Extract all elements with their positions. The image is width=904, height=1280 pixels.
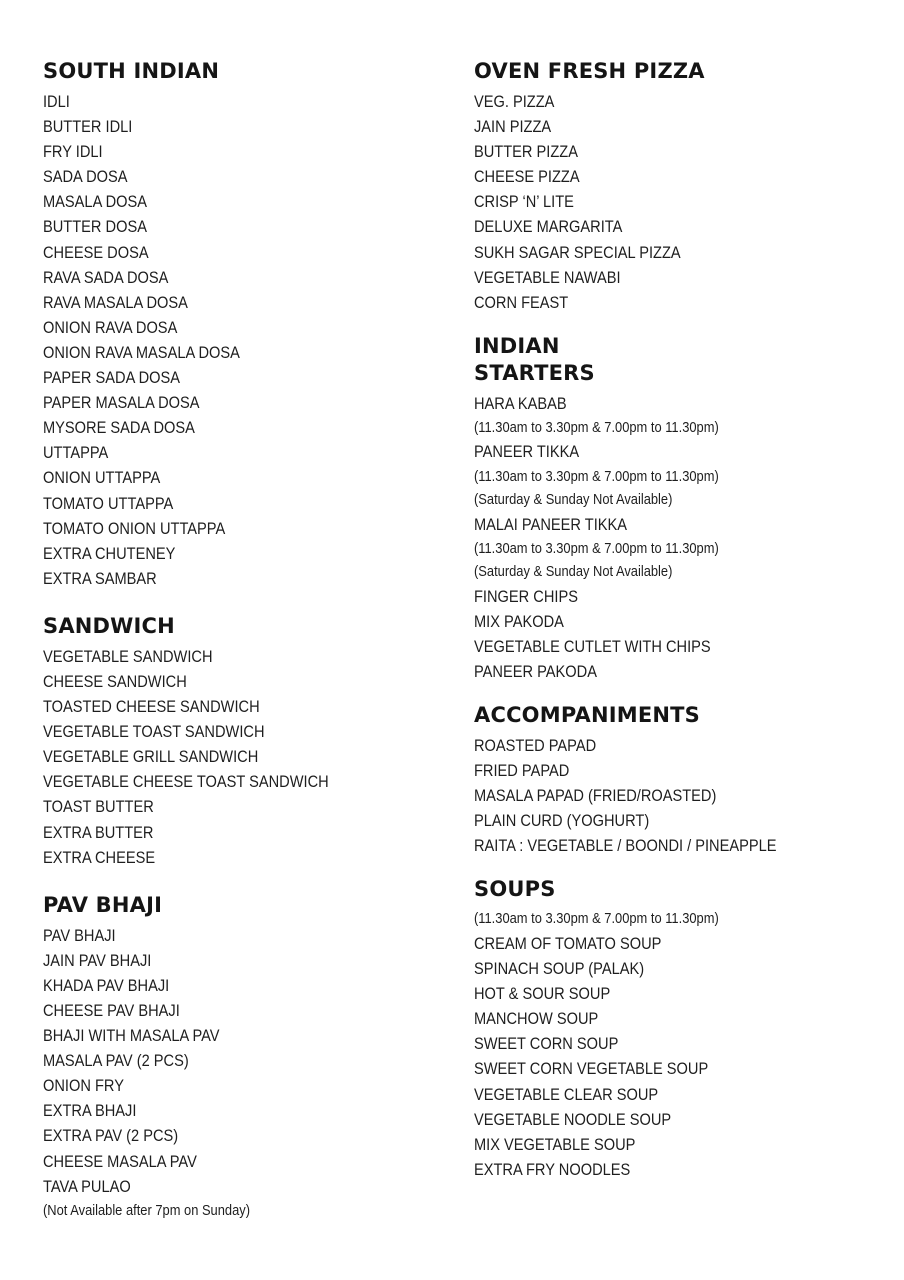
- menu-item: MYSORE SADA DOSA: [43, 418, 195, 438]
- menu-item: SWEET CORN SOUP: [474, 1034, 619, 1054]
- menu-item: EXTRA CHEESE: [43, 847, 156, 867]
- menu-item: MASALA DOSA: [43, 192, 148, 212]
- menu-item: VEGETABLE CLEAR SOUP: [474, 1084, 659, 1104]
- availability-note: (11.30am to 3.30pm & 7.00pm to 11.30pm): [474, 467, 719, 485]
- menu-item: BUTTER IDLI: [43, 117, 133, 137]
- menu-item: CHEESE DOSA: [43, 242, 149, 262]
- menu-item: KHADA PAV BHAJI: [43, 975, 170, 995]
- menu-item: PANEER TIKKA: [474, 442, 580, 462]
- menu-item: TOMATO ONION UTTAPPA: [43, 518, 226, 538]
- menu-item: EXTRA BHAJI: [43, 1101, 137, 1121]
- menu-item: VEGETABLE NOODLE SOUP: [474, 1109, 672, 1129]
- menu-item: MIX PAKODA: [474, 611, 564, 631]
- menu-list: [43, 923, 443, 1199]
- menu-list: [474, 391, 884, 684]
- menu-item: IDLI: [43, 92, 70, 111]
- menu-item: RAVA MASALA DOSA: [43, 292, 188, 312]
- menu-item: MALAI PANEER TIKKA: [474, 514, 628, 534]
- menu-item: UTTAPPA: [43, 443, 109, 463]
- menu-item: DELUXE MARGARITA: [474, 217, 623, 237]
- section-heading-soups: SOUPS: [474, 877, 556, 902]
- availability-note: (Not Available after 7pm on Sunday): [43, 1201, 251, 1219]
- pav-bhaji-section: [43, 892, 443, 1223]
- menu-item: JAIN PAV BHAJI: [43, 950, 152, 970]
- menu-item: CORN FEAST: [474, 292, 569, 312]
- menu-item: CHEESE PAV BHAJI: [43, 1001, 180, 1020]
- menu-item: VEGETABLE TOAST SANDWICH: [43, 722, 265, 742]
- availability-note: (Saturday & Sunday Not Available): [474, 491, 673, 509]
- section-heading-sandwich: SANDWICH: [43, 613, 175, 638]
- menu-item: HARA KABAB: [474, 393, 567, 413]
- menu-item: EXTRA SAMBAR: [43, 568, 157, 588]
- availability-note: (11.30am to 3.30pm & 7.00pm to 11.30pm): [474, 910, 719, 928]
- menu-list: [43, 89, 443, 591]
- sandwich-section: [43, 613, 443, 870]
- menu-item: PAPER MASALA DOSA: [43, 393, 200, 413]
- menu-item: EXTRA BUTTER: [43, 822, 154, 842]
- menu-item: ROASTED PAPAD: [474, 736, 597, 755]
- menu-item: CHEESE PIZZA: [474, 167, 580, 187]
- menu-item: BUTTER PIZZA: [474, 142, 578, 162]
- menu-list: [474, 931, 884, 1182]
- section-heading-pav-bhaji: PAV BHAJI: [43, 892, 163, 917]
- menu-item: EXTRA CHUTENEY: [43, 543, 176, 563]
- menu-item: CHEESE SANDWICH: [43, 671, 187, 691]
- menu-item: CREAM OF TOMATO SOUP: [474, 933, 662, 953]
- availability-note: (11.30am to 3.30pm & 7.00pm to 11.30pm): [474, 539, 719, 557]
- soups-section: [474, 876, 884, 1181]
- menu-item: ONION UTTAPPA: [43, 468, 161, 488]
- accompaniments-section: [474, 702, 884, 858]
- menu-item: PAV BHAJI: [43, 925, 116, 945]
- menu-item: RAITA : VEGETABLE / BOONDI / PINEAPPLE: [474, 836, 777, 856]
- indian-starters-section: [474, 333, 884, 684]
- menu-item: TOMATO UTTAPPA: [43, 493, 174, 513]
- menu-item: VEGETABLE SANDWICH: [43, 646, 213, 666]
- availability-note: (11.30am to 3.30pm & 7.00pm to 11.30pm): [474, 418, 719, 436]
- menu-item: MANCHOW SOUP: [474, 1009, 599, 1029]
- menu-item: TOAST BUTTER: [43, 797, 154, 817]
- menu-item: EXTRA FRY NOODLES: [474, 1159, 631, 1179]
- menu-item: SADA DOSA: [43, 167, 128, 187]
- menu-item: MIX VEGETABLE SOUP: [474, 1134, 636, 1154]
- menu-item: EXTRA PAV (2 PCS): [43, 1126, 179, 1146]
- menu-list: [43, 644, 443, 870]
- left-menu-column: [43, 58, 443, 1222]
- menu-item: PAPER SADA DOSA: [43, 368, 181, 388]
- menu-list: [474, 89, 884, 315]
- menu-item: SUKH SAGAR SPECIAL PIZZA: [474, 242, 681, 262]
- section-heading-accompaniments: ACCOMPANIMENTS: [474, 703, 700, 727]
- menu-item: BUTTER DOSA: [43, 217, 147, 237]
- menu-item: PANEER PAKODA: [474, 661, 597, 681]
- menu-item: PLAIN CURD (YOGHURT): [474, 811, 650, 831]
- right-menu-column: [474, 58, 884, 1182]
- heading-line: INDIAN: [474, 333, 560, 358]
- menu-item: BHAJI WITH MASALA PAV: [43, 1026, 220, 1046]
- menu-item: FINGER CHIPS: [474, 586, 578, 606]
- menu-item: RAVA SADA DOSA: [43, 267, 169, 287]
- availability-note: (Saturday & Sunday Not Available): [474, 563, 673, 581]
- menu-item: FRY IDLI: [43, 142, 103, 162]
- menu-item: VEG. PIZZA: [474, 92, 555, 111]
- menu-item: VEGETABLE CHEESE TOAST SANDWICH: [43, 772, 329, 792]
- menu-list: [474, 733, 884, 858]
- south-indian-section: [43, 58, 443, 591]
- section-heading-south-indian: SOUTH INDIAN: [43, 59, 220, 83]
- menu-item: ONION RAVA MASALA DOSA: [43, 342, 240, 362]
- menu-item: HOT & SOUR SOUP: [474, 984, 611, 1004]
- menu-item: CRISP ‘N’ LITE: [474, 192, 574, 212]
- section-heading-indian-starters: [474, 333, 884, 387]
- menu-item: TAVA PULAO: [43, 1176, 131, 1196]
- menu-item: CHEESE MASALA PAV: [43, 1151, 197, 1171]
- menu-item: VEGETABLE CUTLET WITH CHIPS: [474, 636, 711, 656]
- heading-line: STARTERS: [474, 360, 595, 385]
- menu-item: VEGETABLE GRILL SANDWICH: [43, 747, 259, 767]
- menu-item: TOASTED CHEESE SANDWICH: [43, 697, 260, 717]
- menu-item: ONION RAVA DOSA: [43, 317, 178, 337]
- menu-item: SWEET CORN VEGETABLE SOUP: [474, 1059, 709, 1079]
- pizza-section: [474, 58, 884, 315]
- section-heading-pizza: OVEN FRESH PIZZA: [474, 59, 705, 83]
- menu-item: FRIED PAPAD: [474, 761, 570, 781]
- menu-item: MASALA PAPAD (FRIED/ROASTED): [474, 786, 717, 806]
- menu-item: MASALA PAV (2 PCS): [43, 1051, 189, 1071]
- menu-item: VEGETABLE NAWABI: [474, 267, 621, 287]
- menu-item: SPINACH SOUP (PALAK): [474, 959, 645, 979]
- menu-item: ONION FRY: [43, 1076, 124, 1096]
- menu-item: JAIN PIZZA: [474, 117, 552, 137]
